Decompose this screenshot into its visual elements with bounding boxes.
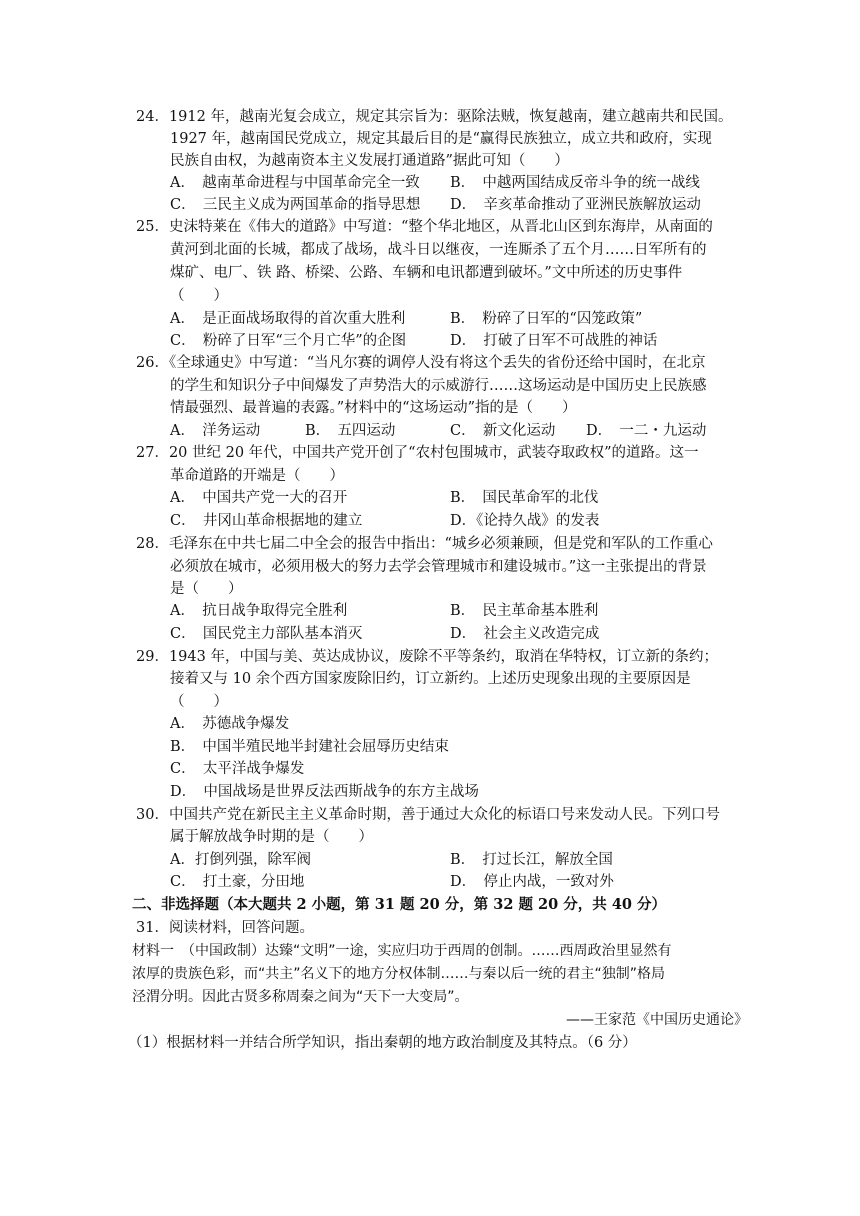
q26-stem-line1: 26．《全球通史》中写道：“当凡尔赛的调停人没有将这个丢失的省份还给中国时，在北京 <box>136 355 706 371</box>
q30-option-b: B． 打过长江，解放全国 <box>450 852 613 868</box>
q29-stem-line2: 接着又与 10 余个西方国家废除旧约，订立新约。上述历史现象出现的主要原因是 <box>170 671 691 687</box>
q27-stem-line2: 革命道路的开端是（ ） <box>170 468 344 484</box>
q25-option-b: B． 粉碎了日军的“囚笼政策” <box>450 311 643 327</box>
q28-option-b: B． 民主革命基本胜利 <box>450 603 599 619</box>
q25-option-d: D． 打破了日军不可战胜的神话 <box>450 333 658 349</box>
q28-option-d: D． 社会主义改造完成 <box>450 626 600 642</box>
q24-option-d: D． 辛亥革命推动了亚洲民族解放运动 <box>450 197 701 213</box>
q31-stem: 31．阅读材料，回答问题。 <box>136 920 314 936</box>
q27-option-b: B． 国民革命军的北伐 <box>450 490 599 506</box>
q26-option-d: D． 一二・九运动 <box>586 423 707 439</box>
q24-stem-line3: 民族自由权，为越南资本主义发展打通道路”据此可知（ ） <box>170 153 569 169</box>
q25-option-a: A． 是正面战场取得的首次重大胜利 <box>170 311 406 327</box>
q27-option-d: D．《论持久战》的发表 <box>450 513 600 529</box>
q25-stem-line3: 煤矿、电厂、铁 路、桥梁、公路、车辆和电讯都遭到破坏。”文中所述的历史事件 <box>170 265 683 281</box>
q29-option-c: C． 太平洋战争爆发 <box>170 761 305 777</box>
q26-option-c: C． 新文化运动 <box>450 423 556 439</box>
q28-stem-line2: 必须放在城市，必须用极大的努力去学会管理城市和建设城市。”这一主张提出的背景 <box>170 559 707 575</box>
q28-option-c: C． 国民党主力部队基本消灭 <box>170 626 363 642</box>
q30-stem-line1: 30．中国共产党在新民主主义革命时期，善于通过大众化的标语口号来发动人民。下列口号 <box>136 807 720 823</box>
q31-subquestion-1: （1）根据材料一并结合所学知识，指出秦朝的地方政治制度及其特点。（6 分） <box>128 1035 637 1051</box>
q29-option-d: D． 中国战场是世界反法西斯战争的东方主战场 <box>170 784 479 800</box>
q26-option-a: A． 洋务运动 <box>170 423 261 439</box>
material-1-line1: 材料一 （中国政制）达臻“文明”一途，实应归功于西周的创制。……西周政治里显然有 <box>132 943 672 959</box>
q24-option-c: C． 三民主义成为两国革命的指导思想 <box>170 197 421 213</box>
q29-stem-line1: 29．1943 年，中国与美、英达成协议，废除不平等条约，取消在华特权，订立新的条约； <box>136 649 718 665</box>
q29-stem-line3: （ ） <box>170 694 228 710</box>
material-1-source: ——王家范《中国历史通论》 <box>566 1012 748 1028</box>
q25-stem-line4: （ ） <box>170 288 228 304</box>
q27-option-a: A． 中国共产党一大的召开 <box>170 490 348 506</box>
q28-option-a: A． 抗日战争取得完全胜利 <box>170 603 348 619</box>
q30-stem-line2: 属于解放战争时期的是（ ） <box>170 829 373 845</box>
q24-stem-line2: 1927 年，越南国民党成立，规定其最后目的是“赢得民族独立，成立共和政府，实现 <box>170 131 712 147</box>
q28-stem-line1: 28．毛泽东在中共七届二中全会的报告中指出：“城乡必须兼顾，但是党和军队的工作重心 <box>136 536 713 552</box>
q27-stem-line1: 27．20 世纪 20 年代，中国共产党开创了“农村包围城市，武装夺取政权”的道路。这一 <box>136 445 699 461</box>
q24-option-b: B． 中越两国结成反帝斗争的统一战线 <box>450 175 700 191</box>
section-heading: 二、非选择题（本大题共 2 小题，第 31 题 20 分，第 32 题 20 分，共 40 分） <box>132 896 667 913</box>
q25-stem-line2: 黄河到北面的长城，都成了战场，战斗日以继夜，一连厮杀了五个月……日军所有的 <box>170 242 707 258</box>
q30-option-c: C． 打土豪，分田地 <box>170 874 305 890</box>
q30-option-a: A．打倒列强，除军阀 <box>170 852 311 868</box>
q27-option-c: C． 井冈山革命根据地的建立 <box>170 513 363 529</box>
q25-option-c: C． 粉碎了日军“三个月亡华”的企图 <box>170 333 407 349</box>
material-1-line3: 泾渭分明。因此古贤多称周秦之间为“天下一大变局”。 <box>132 989 469 1005</box>
q28-stem-line3: 是（ ） <box>170 581 243 597</box>
q26-option-b: B． 五四运动 <box>305 423 396 439</box>
q29-option-b: B． 中国半殖民地半封建社会屈辱历史结束 <box>170 739 449 755</box>
q29-option-a: A． 苏德战争爆发 <box>170 716 290 732</box>
q26-stem-line2: 的学生和知识分子中间爆发了声势浩大的示威游行……这场运动是中国历史上民族感 <box>170 378 707 394</box>
q30-option-d: D． 停止内战，一致对外 <box>450 874 614 890</box>
material-1-line2: 浓厚的贵族色彩，而“共主”名义下的地方分权体制……与秦以后一统的君主“独制”格局 <box>132 966 666 982</box>
q25-stem-line1: 25．史沫特莱在《伟大的道路》中写道：“整个华北地区，从晋北山区到东海岸，从南面的 <box>136 219 713 235</box>
q26-stem-line3: 情最强烈、最普遍的表露。”材料中的“这场运动”指的是（ ） <box>170 400 577 416</box>
q24-option-a: A． 越南革命进程与中国革命完全一致 <box>170 175 420 191</box>
q24-stem-line1: 24．1912 年，越南光复会成立，规定其宗旨为：驱除法贼，恢复越南，建立越南共和民国。 <box>136 109 733 125</box>
